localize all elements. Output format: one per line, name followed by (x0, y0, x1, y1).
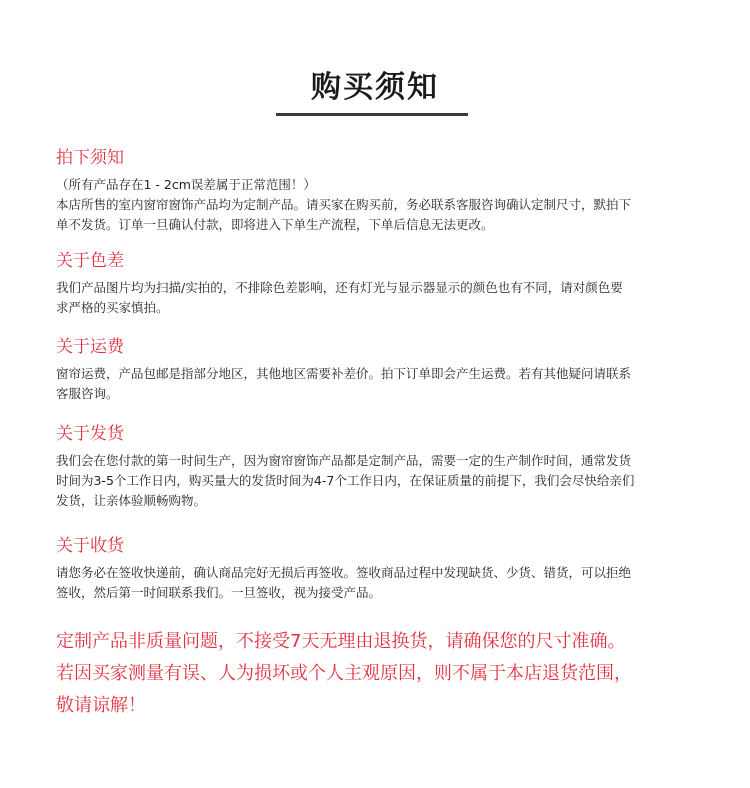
section-order-notice (56, 147, 706, 235)
section-heading: 关于发货 (56, 424, 124, 444)
section-delivery (56, 423, 706, 511)
section-heading: 关于运费 (56, 337, 124, 357)
warning-line: 敬请谅解！ (56, 695, 146, 716)
page-title-wrap (0, 68, 750, 108)
section-text-line: 我们产品图片均为扫描/实拍的，不排除色差影响，还有灯光与显示器显示的颜色也有不同，请对颜色要 (56, 280, 623, 295)
section-text-line: 客服咨询。 (56, 386, 119, 401)
section-color-difference (56, 250, 706, 318)
section-text-line: 请您务必在签收快递前，确认商品完好无损后再签收。签收商品过程中发现缺货、少货、错货，可以拒绝 (56, 565, 632, 580)
section-heading: 拍下须知 (56, 148, 124, 168)
section-text-line: 求严格的买家慎拍。 (56, 300, 169, 315)
section-text-line: 我们会在您付款的第一时间生产，因为窗帘窗饰产品都是定制产品，需要一定的生产制作时间，通常发货 (56, 453, 632, 468)
section-text-line: 时间为3-5个工作日内，购买量大的发货时间为4-7个工作日内，在保证质量的前提下，我们会尽快给亲们 (56, 473, 635, 488)
section-shipping-fee (56, 336, 706, 404)
section-text-line: 本店所售的室内窗帘窗饰产品均为定制产品。请买家在购买前，务必联系客服咨询确认定制尺寸，默拍下 (56, 197, 632, 212)
section-receiving (56, 535, 706, 603)
section-text-line: 发货，让亲体验顺畅购物。 (56, 493, 207, 508)
section-heading: 关于收货 (56, 536, 124, 556)
warning-line: 若因买家测量有误、人为损坏或个人主观原因，则不属于本店退货范围， (56, 663, 632, 684)
return-policy-warning (56, 626, 716, 722)
warning-line: 定制产品非质量问题，不接受7天无理由退换货，请确保您的尺寸准确。 (56, 631, 626, 652)
page-title: 购买须知 (311, 70, 439, 105)
section-text-line: 窗帘运费，产品包邮是指部分地区，其他地区需要补差价。拍下订单即会产生运费。若有其他疑问请联系 (56, 366, 632, 381)
section-text-line: （所有产品存在1 - 2cm误差属于正常范围！） (56, 177, 316, 192)
section-text-line: 单不发货。订单一旦确认付款，即将进入下单生产流程，下单后信息无法更改。 (56, 217, 494, 232)
title-underline (276, 113, 468, 116)
section-text-line: 签收，然后第一时间联系我们。一旦签收，视为接受产品。 (56, 585, 382, 600)
section-heading: 关于色差 (56, 251, 124, 271)
